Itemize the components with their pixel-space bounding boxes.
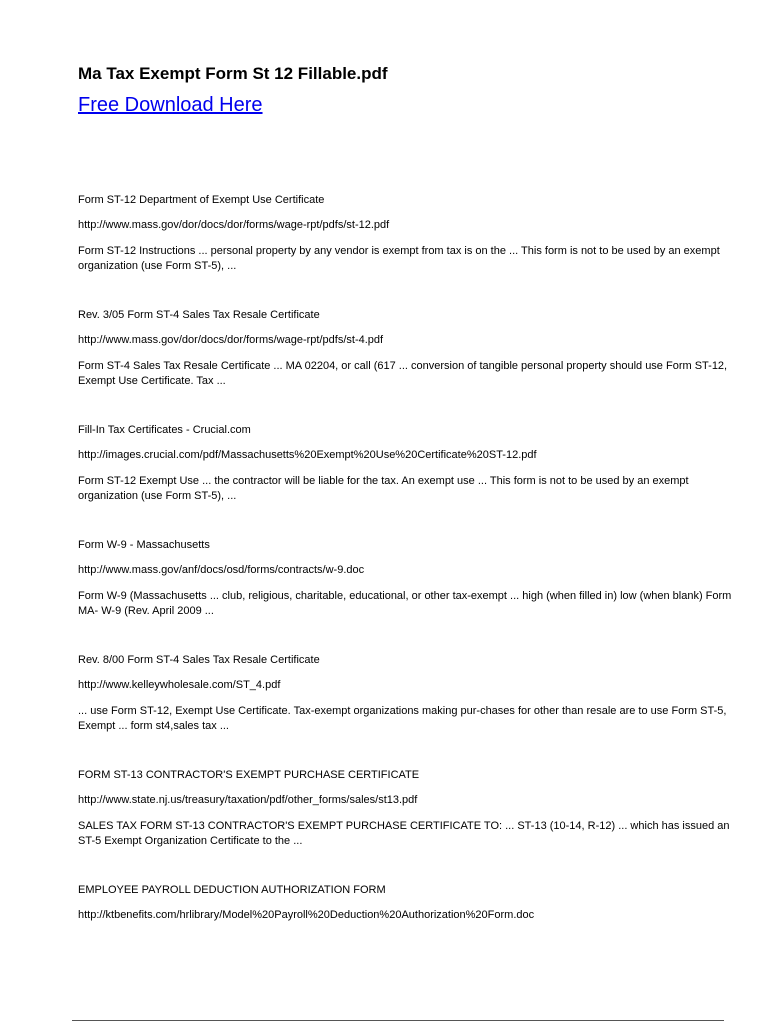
result-snippet: Form W-9 (Massachusetts ... club, religious, charitable, educational, or other tax-exempt ... high (when filled in) low (when blank) Form MA- W-9 (Rev. April 2009 ...	[78, 590, 732, 617]
free-download-link[interactable]: Free Download Here	[78, 94, 263, 116]
result-title: Rev. 3/05 Form ST-4 Sales Tax Resale Certificate	[78, 309, 320, 321]
result-item-3	[78, 423, 738, 504]
result-url: http://www.mass.gov/anf/docs/osd/forms/contracts/w-9.doc	[78, 564, 365, 576]
result-snippet: ... use Form ST-12, Exempt Use Certificate. Tax-exempt organizations making pur-chases for other than resale are to use Form ST-5, Exempt ... form st4,sales tax ...	[78, 705, 727, 732]
result-item-6	[78, 768, 738, 849]
result-url: http://images.crucial.com/pdf/Massachusetts%20Exempt%20Use%20Certificate%20ST-12.pdf	[78, 449, 537, 461]
result-url: http://www.state.nj.us/treasury/taxation/pdf/other_forms/sales/st13.pdf	[78, 794, 418, 806]
result-item-2	[78, 308, 738, 389]
result-snippet: Form ST-4 Sales Tax Resale Certificate ... MA 02204, or call (617 ... conversion of tangible personal property should use Form ST-12, Exempt Use Certificate. Tax ...	[78, 360, 728, 387]
result-snippet: Form ST-12 Exempt Use ... the contractor will be liable for the tax. An exempt use ... This form is not to be used by an exempt organization (use Form ST-5), ...	[78, 475, 689, 502]
result-item-5	[78, 653, 738, 734]
result-title: Rev. 8/00 Form ST-4 Sales Tax Resale Certificate	[78, 654, 320, 666]
result-title: EMPLOYEE PAYROLL DEDUCTION AUTHORIZATION FORM	[78, 884, 386, 896]
result-snippet: Form ST-12 Instructions ... personal property by any vendor is exempt from tax is on the ... This form is not to be used by an exempt organization (use Form ST-5), ...	[78, 245, 720, 272]
footer-divider	[72, 1020, 724, 1021]
result-url: http://www.mass.gov/dor/docs/dor/forms/wage-rpt/pdfs/st-12.pdf	[78, 219, 390, 231]
result-item-7	[78, 883, 738, 923]
result-title: Fill-In Tax Certificates - Crucial.com	[78, 424, 251, 436]
result-title: FORM ST-13 CONTRACTOR'S EXEMPT PURCHASE CERTIFICATE	[78, 769, 420, 781]
result-item-1	[78, 193, 738, 274]
result-snippet: SALES TAX FORM ST-13 CONTRACTOR'S EXEMPT PURCHASE CERTIFICATE TO: ... ST-13 (10-14, R-12) ... which has issued an ST-5 Exempt Organization Certificate to the ...	[78, 820, 730, 847]
result-item-4	[78, 538, 738, 619]
result-title: Form ST-12 Department of Exempt Use Certificate	[78, 194, 325, 206]
result-url: http://www.kelleywholesale.com/ST_4.pdf	[78, 679, 281, 691]
document-title: Ma Tax Exempt Form St 12 Fillable.pdf	[78, 64, 388, 84]
result-url: http://www.mass.gov/dor/docs/dor/forms/wage-rpt/pdfs/st-4.pdf	[78, 334, 384, 346]
result-title: Form W-9 - Massachusetts	[78, 539, 210, 551]
result-url: http://ktbenefits.com/hrlibrary/Model%20Payroll%20Deduction%20Authorization%20Form.doc	[78, 909, 535, 921]
results-list	[78, 193, 738, 957]
